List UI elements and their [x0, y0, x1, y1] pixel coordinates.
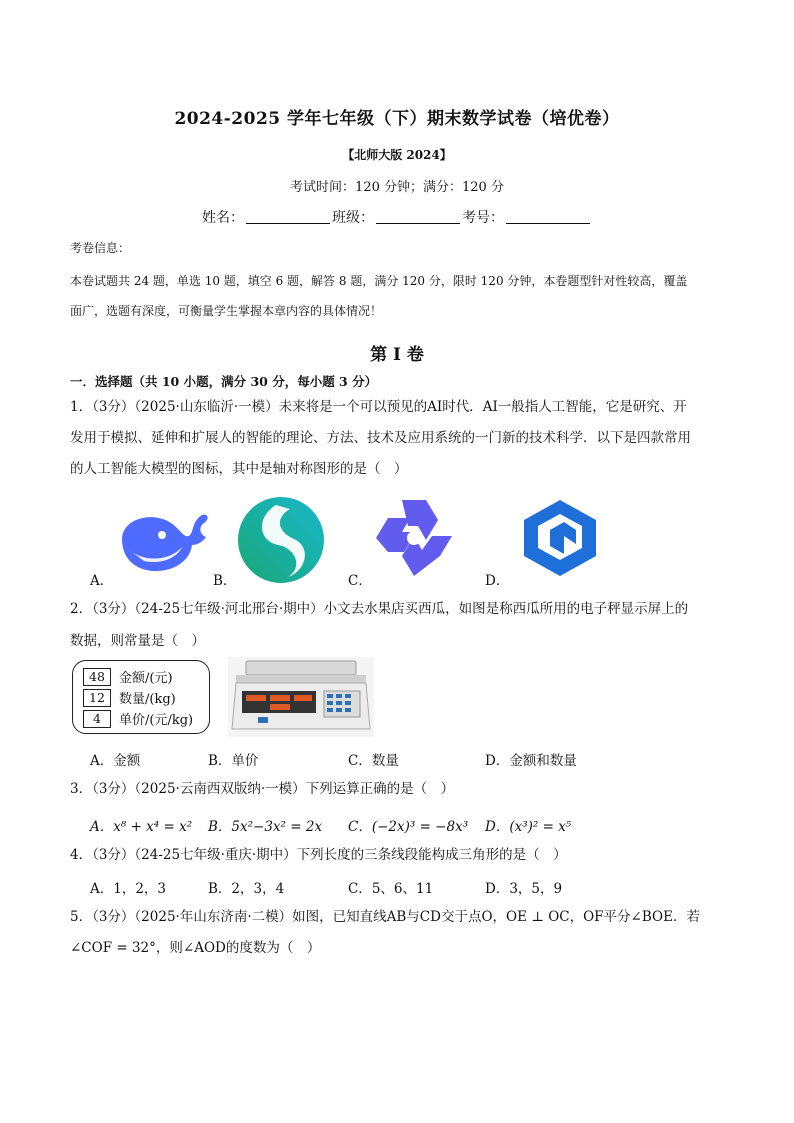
cube-icon: [520, 498, 600, 578]
exam-title: 2024-2025 学年七年级（下）期末数学试卷（培优卷）: [174, 109, 620, 129]
amount-value: 48: [83, 668, 111, 686]
q2-line-1: 2．（3分）（24-25七年级·河北邢台·期中）小文去水果店买西瓜，如图是称西瓜所用的电子秤显示屏上的: [70, 601, 689, 617]
section-heading: 一．选择题（共 10 小题，满分 30 分，每小题 3 分）: [70, 374, 378, 389]
quantity-label: 数量/(kg): [119, 692, 176, 707]
q3-option-c[interactable]: C．(−2x)³ = −8x³: [348, 819, 469, 835]
info-line-2: 面广，选题有深度，可衡量学生掌握本章内容的具体情况！: [70, 304, 383, 318]
q5-line-2: ∠COF = 32°，则∠AOD的度数为（ ）: [70, 940, 321, 956]
edition-label: 【北师大版 2024】: [342, 148, 452, 162]
info-heading: 考卷信息：: [70, 241, 131, 255]
whale-icon: [118, 505, 210, 577]
q1-option-a[interactable]: A．: [90, 573, 114, 589]
q5-line-1: 5．（3分）（2025·年山东济南·二模）如图，已知直线AB与CD交于点O，OE ⊥ OC，OF平分∠BOE．若: [70, 909, 700, 925]
q3-option-b[interactable]: B．5x²−3x² = 2x: [208, 819, 323, 835]
number-field[interactable]: [506, 209, 590, 224]
student-fields: [0, 207, 794, 227]
quantity-value: 12: [83, 689, 111, 707]
q1-line-2: 发用于模拟、延伸和扩展人的智能的理论、方法、技术及应用系统的一门新的技术科学．以下是四款常用: [70, 430, 691, 446]
scale-row-amount: [83, 667, 173, 686]
class-label: 班级：: [332, 210, 374, 226]
swirl-icon: [236, 495, 326, 585]
star-icon: [372, 496, 456, 580]
q4-option-c[interactable]: C．5、6、11: [348, 881, 434, 897]
amount-label: 金额/(元): [119, 671, 173, 686]
number-label: 考号：: [462, 210, 504, 226]
q1-option-c[interactable]: C．: [348, 573, 372, 589]
q4-option-d[interactable]: D．3，5，9: [485, 881, 563, 897]
q2-option-a[interactable]: A．金额: [90, 753, 141, 769]
q3-option-a[interactable]: A．x⁸ + x⁴ = x²: [90, 819, 193, 835]
name-field[interactable]: [246, 209, 330, 224]
electronic-scale-image: [228, 657, 374, 737]
q2-line-2: 数据，则常量是（ ）: [70, 633, 205, 649]
scale-row-quantity: [83, 688, 176, 707]
unit-price-value: 4: [83, 710, 111, 728]
class-field[interactable]: [376, 209, 460, 224]
q1-line-3: 的人工智能大模型的图标，其中是轴对称图形的是（ ）: [70, 461, 408, 477]
q4-option-b[interactable]: B．2，3，4: [208, 881, 285, 897]
info-line-1: 本卷试题共 24 题，单选 10 题，填空 6 题，解答 8 题，满分 120 分，限时 120 分钟，本卷题型针对性较高，覆盖: [70, 274, 688, 288]
q2-option-c[interactable]: C．数量: [348, 753, 399, 769]
exam-time: 考试时间：120 分钟；满分：120 分: [290, 180, 504, 195]
q2-option-b[interactable]: B．单价: [208, 753, 259, 769]
q2-option-d[interactable]: D．金额和数量: [485, 753, 577, 769]
scale-row-unit-price: [83, 709, 193, 728]
q4-option-a[interactable]: A．1，2，3: [90, 881, 167, 897]
q1-option-d[interactable]: D．: [485, 573, 510, 589]
volume-title: 第 I 卷: [370, 345, 424, 365]
q3-option-d[interactable]: D．(x³)² = x⁵: [485, 819, 572, 835]
q1-option-b[interactable]: B．: [213, 573, 237, 589]
q3-line-1: 3．（3分）（2025·云南西双版纳·一模）下列运算正确的是（ ）: [70, 781, 455, 797]
scale-display-table: [72, 660, 210, 734]
q4-line-1: 4．（3分）（24-25七年级·重庆·期中）下列长度的三条线段能构成三角形的是（ ）: [70, 847, 567, 863]
q1-line-1: 1．（3分）（2025·山东临沂·一模）未来将是一个可以预见的AI时代．AI一般指人工智能，它是研究、开: [70, 399, 687, 415]
unit-price-label: 单价/(元/kg): [119, 713, 194, 728]
name-label: 姓名：: [202, 210, 244, 226]
